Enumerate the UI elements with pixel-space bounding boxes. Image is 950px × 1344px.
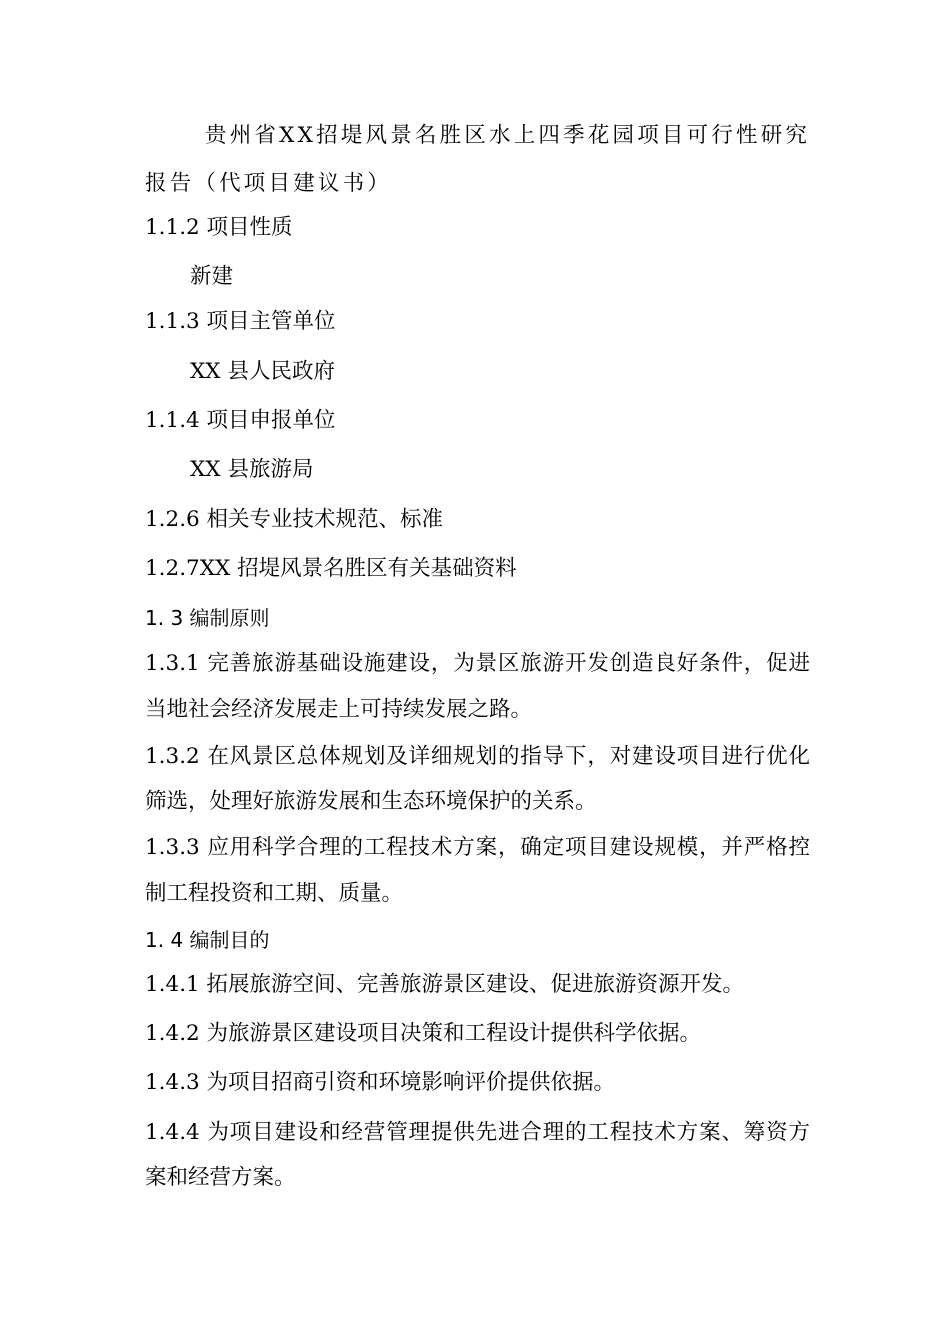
title-line-2: 报告（代项目建议书）: [145, 171, 393, 196]
section-1-4-2: 1.4.2 为旅游景区建设项目决策和工程设计提供科学依据。: [145, 1021, 702, 1046]
section-1-4-4-line-2: 案和经营方案。: [145, 1165, 296, 1190]
section-1-3-3-line-2: 制工程投资和工期、质量。: [145, 881, 404, 906]
section-1-3-1-line-2: 当地社会经济发展走上可持续发展之路。: [145, 697, 533, 722]
section-1-2-7: 1.2.7XX 招堤风景名胜区有关基础资料: [145, 556, 517, 581]
section-1-2-6: 1.2.6 相关专业技术规范、标准: [145, 507, 444, 532]
section-1-4-1: 1.4.1 拓展旅游空间、完善旅游景区建设、促进旅游资源开发。: [145, 972, 745, 997]
section-1-3-2-line-1: 1.3.2 在风景区总体规划及详细规划的指导下，对建设项目进行优化: [145, 744, 810, 769]
section-1-1-4-heading: 1.1.4 项目申报单位: [145, 408, 336, 433]
title-line-1: 贵州省XX招堤风景名胜区水上四季花园项目可行性研究: [205, 123, 811, 148]
section-1-4-4-line-1: 1.4.4 为项目建设和经营管理提供先进合理的工程技术方案、筹资方: [145, 1120, 810, 1145]
section-1-3-2-line-2: 筛选，处理好旅游发展和生态环境保护的关系。: [145, 789, 597, 814]
section-1-4-3: 1.4.3 为项目招商引资和环境影响评价提供依据。: [145, 1070, 616, 1095]
section-1-4-heading: 1. 4 编制目的: [145, 928, 270, 952]
section-1-1-3-heading: 1.1.3 项目主管单位: [145, 309, 336, 334]
section-1-1-4-value: XX 县旅游局: [190, 457, 314, 482]
section-1-3-1-line-1: 1.3.1 完善旅游基础设施建设，为景区旅游开发创造良好条件，促进: [145, 651, 810, 676]
section-1-3-3-line-1: 1.3.3 应用科学合理的工程技术方案，确定项目建设规模，并严格控: [145, 835, 810, 860]
section-1-1-2-heading: 1.1.2 项目性质: [145, 215, 293, 240]
section-1-1-3-value: XX 县人民政府: [190, 359, 335, 384]
section-1-1-2-value: 新建: [190, 264, 234, 289]
section-1-3-heading: 1. 3 编制原则: [145, 606, 270, 630]
